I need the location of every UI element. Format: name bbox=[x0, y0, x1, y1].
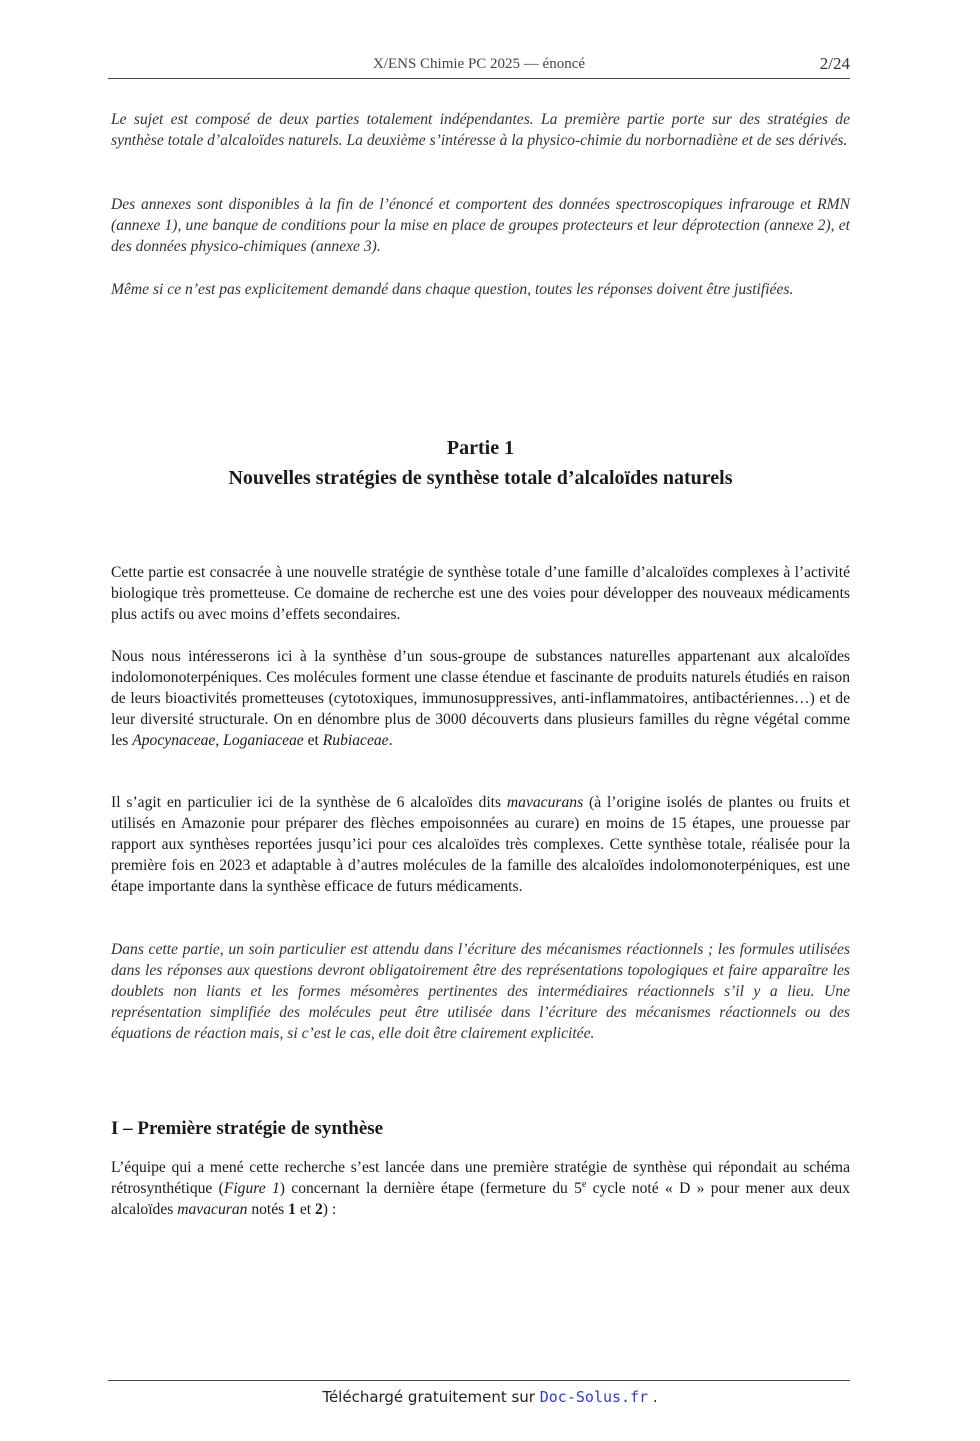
family-rubiaceae: Rubiaceae bbox=[322, 732, 389, 749]
body-paragraph-3 bbox=[111, 792, 850, 897]
intro-paragraph-3: Même si ce n’est pas explicitement demandé dans chaque question, toutes les réponses doivent être justifiées. bbox=[111, 281, 794, 298]
period: . bbox=[388, 732, 393, 749]
part-label: Partie 1 bbox=[446, 437, 515, 459]
superscript: e bbox=[581, 1178, 587, 1190]
term-mavacuran: mavacuran bbox=[177, 1201, 248, 1218]
figure-reference: Figure 1 bbox=[223, 1180, 280, 1197]
family-apocynaceae: Apocynaceae bbox=[132, 732, 216, 749]
page-header bbox=[108, 54, 850, 79]
separator: et bbox=[303, 732, 323, 749]
compound-number-2: 2 bbox=[315, 1201, 323, 1218]
text: L’équipe qui a mené cette recherche s’est lancée dans une première stratégie de synthèse qui répondait au schéma rétrosynthétique ( bbox=[111, 1159, 850, 1197]
body-paragraph-3-start: Il s’agit en particulier ici de la synthèse de 6 alcaloïdes dits bbox=[111, 794, 507, 811]
page-number: 2/24 bbox=[819, 54, 850, 73]
page-footer bbox=[0, 1388, 980, 1406]
text: et bbox=[295, 1201, 315, 1218]
body-paragraph-3-rest: (à l’origine isolés de plantes ou fruits et utilisés en Amazonie pour préparer des flèches empoisonnées au curare) en moins de 15 étapes, une prouesse par rapport aux synthèses reportées jusqu’ici pour ces alcaloïdes très complexes. Cette synthèse totale, réalisée pour la première fois en 2023 et adaptable à d’autres molécules de la famille des alcaloïdes indolomonoterpéniques, est une étape importante dans la synthèse efficace de futurs médicaments. bbox=[111, 794, 850, 895]
text: ) : bbox=[322, 1201, 337, 1218]
family-loganiaceae: Loganiaceae bbox=[223, 732, 304, 749]
body-paragraph-1: Cette partie est consacrée à une nouvelle stratégie de synthèse totale d’une famille d’alcaloïdes complexes à l’activité biologique très prometteuse. Ce domaine de recherche est une des voies pour développer des nouveaux médicaments plus actifs ou avec moins d’effets secondaires. bbox=[111, 564, 850, 623]
separator: , bbox=[215, 732, 224, 749]
compound-number-1: 1 bbox=[288, 1201, 296, 1218]
section-paragraph-1 bbox=[111, 1157, 850, 1220]
text: cycle noté « D » pour mener aux deux alcaloïdes bbox=[111, 1180, 850, 1218]
text: notés bbox=[247, 1201, 289, 1218]
body-paragraph-4: Dans cette partie, un soin particulier est attendu dans l’écriture des mécanismes réactionnels ; les formules utilisées dans les réponses aux questions devront obligatoirement être des représentations topologiques et faire apparaître les doublets non liants et les formes mésomères pertinentes des intermédiaires réactionnels s’il y a lieu. Une représentation simplifiée des molécules peut être utilisée dans l’écriture des mécanismes réactionnels ou des équations de réaction mais, si c’est le cas, elle doit être clairement explicitée. bbox=[111, 941, 850, 1042]
footer-divider bbox=[108, 1380, 850, 1381]
intro-paragraph-1: Le sujet est composé de deux parties totalement indépendantes. La première partie porte sur des stratégies de synthèse totale d’alcaloïdes naturels. La deuxième s’intéresse à la physico-chimie du norbornadiène et de ses dérivés. bbox=[111, 111, 850, 149]
header-title: X/ENS Chimie PC 2025 — énoncé bbox=[372, 56, 586, 72]
term-mavacurans: mavacurans bbox=[506, 794, 584, 811]
text: ) concernant la dernière étape (fermeture du 5 bbox=[279, 1180, 582, 1197]
footer-suffix: . bbox=[648, 1388, 658, 1406]
footer-link[interactable]: Doc-Solus.fr bbox=[539, 1388, 649, 1406]
part-title: Nouvelles stratégies de synthèse totale d’alcaloïdes naturels bbox=[228, 467, 733, 489]
section-title: I – Première stratégie de synthèse bbox=[111, 1118, 384, 1139]
footer-text: Téléchargé gratuitement sur bbox=[322, 1388, 540, 1406]
body-paragraph-2 bbox=[111, 646, 850, 751]
intro-paragraph-2: Des annexes sont disponibles à la fin de l’énoncé et comportent des données spectroscopiques infrarouge et RMN (annexe 1), une banque de conditions pour la mise en place de groupes protecteurs et leur déprotection (annexe 2), et des données physico-chimiques (annexe 3). bbox=[111, 196, 850, 255]
body-paragraph-2-text: Nous nous intéresserons ici à la synthèse d’un sous-groupe de substances naturelles appartenant aux alcaloïdes indolomonoterpéniques. Ces molécules forment une classe étendue et fascinante de produits naturels étudiés en raison de leurs bioactivités prometteuses (cytotoxiques, immunosuppressives, anti-inflammatoires, antibactériennes…) et de leur diversité structurale. On en dénombre plus de 3000 découverts dans plusieurs familles du règne végétal comme les bbox=[111, 648, 850, 749]
